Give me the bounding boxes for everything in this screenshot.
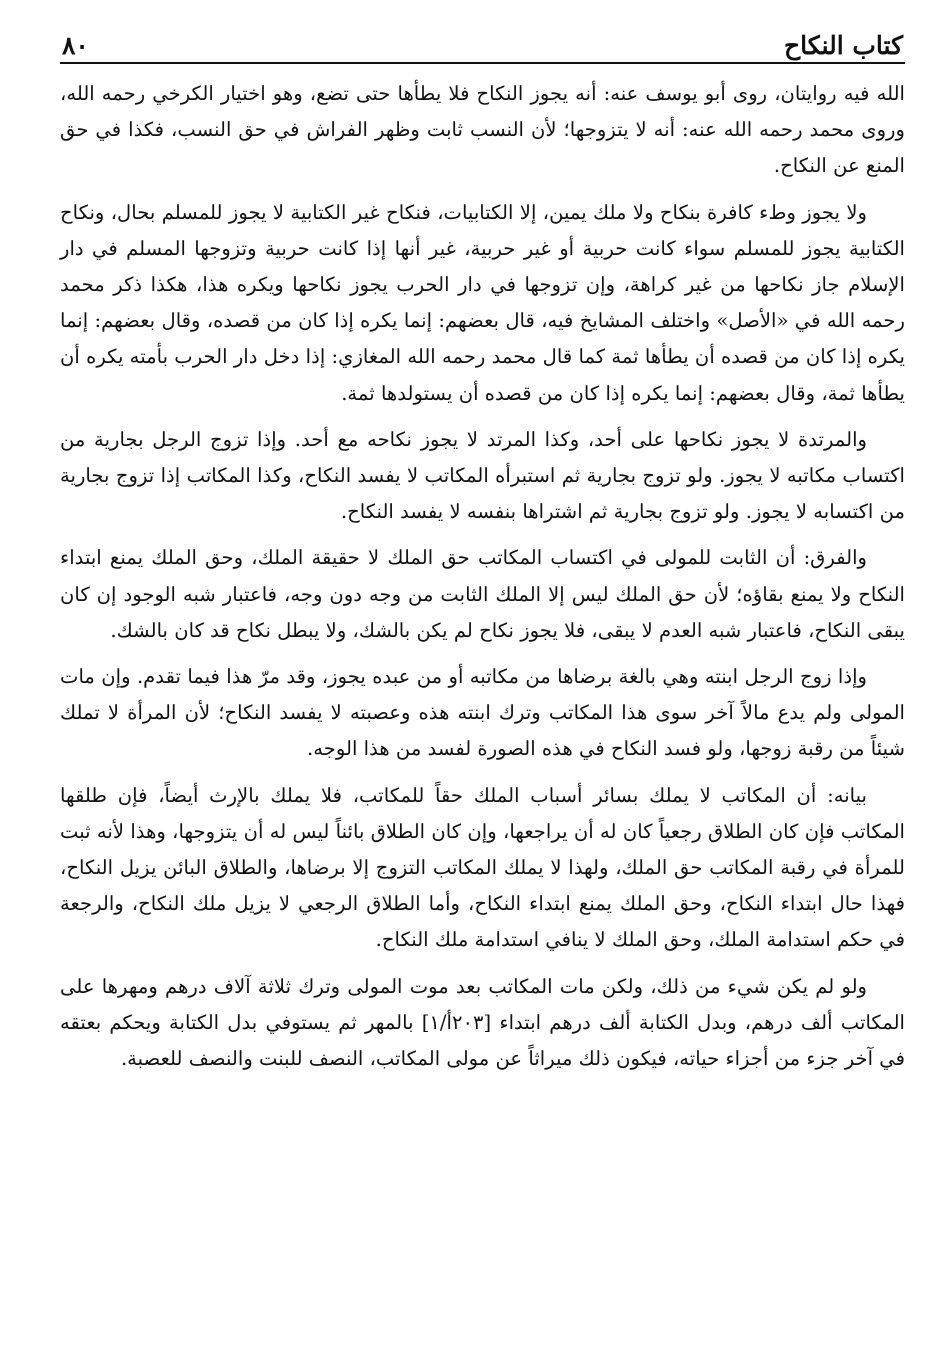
paragraph: والمرتدة لا يجوز نكاحها على أحد، وكذا المرتد لا يجوز نكاحه مع أحد. وإذا تزوج الرجل بجارية من اكتساب مكاتبه لا يجوز. ولو تزوج بجارية ثم استبرأه المكاتب لا يفسد النكاح، وكذا المكاتب إذا تزوج بجارية من اكتسابه لا يجوز. ولو تزوج بجارية ثم اشتراها بنفسه لا يفسد النكاح.: [60, 427, 905, 524]
paragraph: ولا يجوز وطء كافرة بنكاح ولا ملك يمين، إلا الكتابيات، فنكاح غير الكتابية لا يجوز للمسلم بحال، ونكاح الكتابية يجوز للمسلم سواء كانت حربية أو غير حربية، غير أنها إذا كانت حربية وتزوجها المسلم في دار الإسلام جاز نكاحها من غير كراهة، وإن تزوجها في دار الحرب يجوز نكاحها ويكره هذا، هكذا ذكر محمد رحمه الله في «الأصل» واختلف المشايخ فيه، قال بعضهم: إنما يكره إذا كان من قصده، وقال بعضهم: إنما يكره إذا كان من قصده أن يطأها ثمة كما قال محمد رحمه الله المغازي: إذا دخل دار الحرب بأمته يكره أن يطأها ثمة، وقال بعضهم: إنما يكره إذا كان من قصده أن يستولدها ثمة.: [60, 200, 905, 405]
running-title: كتاب النكاح: [784, 31, 903, 60]
paragraph: وإذا زوج الرجل ابنته وهي بالغة برضاها من مكاتبه أو من عبده يجوز، وقد مرّ هذا فيما تقدم. وإن مات المولى ولم يدع مالاً آخر سوى هذا المكاتب وترك ابنته هذه وعصبته لا يفسد النكاح؛ لأن المرأة لا تملك شيئاً من رقبة زوجها، ولو فسد النكاح في هذه الصورة لفسد من هذا الوجه.: [60, 665, 905, 761]
paragraph: والفرق: أن الثابت للمولى في اكتساب المكاتب حق الملك لا حقيقة الملك، وحق الملك يمنع ابتداء النكاح ولا يمنع بقاؤه؛ لأن حق الملك ليس إلا الملك الثابت من وجه دون وجه، فاعتبار شبه الوجود إن كان يبقى النكاح، فاعتبار شبه العدم لا يبقى، فلا يجوز نكاح لم يكن بالشك، ولا يبطل نكاح قد كان بالشك.: [60, 546, 905, 642]
paragraph: ولو لم يكن شيء من ذلك، ولكن مات المكاتب بعد موت المولى وترك ثلاثة آلاف درهم ومهرها على المكاتب ألف درهم، وبدل الكتابة ألف درهم ابتداء [٢٠٣أ/١] بالمهر ثم يستوفي بدل الكتابة ويحكم بعتقه في آخر جزء من أجزاء حياته، فيكون ذلك ميراثاً عن مولى المكاتب، النصف للبنت والنصف للعصبة.: [60, 974, 905, 1071]
paragraph: بيانه: أن المكاتب لا يملك بسائر أسباب الملك حقاً للمكاتب، فلا يملك بالإرث أيضاً، فإن طلقها المكاتب فإن كان الطلاق رجعياً كان له أن يراجعها، وإن كان الطلاق بائناً ليس له أن يتزوجها، وهذا لأنه ثبت للمرأة في رقبة المكاتب حق الملك، ولهذا لا يملك المكاتب التزوج إلا برضاها، والطلاق البائن يزيل النكاح، فهذا حال ابتداء النكاح، وحق الملك يمنع ابتداء النكاح، وأما الطلاق الرجعي لا يزيل ملك النكاح، والرجعة في حكم استدامة الملك، وحق الملك لا ينافي استدامة ملك النكاح.: [60, 783, 905, 952]
page-header: [60, 18, 905, 64]
paragraph: الله فيه روايتان، روى أبو يوسف عنه: أنه يجوز النكاح فلا يطأها حتى تضع، وهو اختيار الكرخي رحمه الله، وروى محمد رحمه الله عنه: أنه لا يتزوجها؛ لأن النسب ثابت وظهر الفراش في حق النسب، فكذا في حق المنع عن النكاح.: [60, 82, 905, 178]
book-page: [60, 18, 905, 1338]
body-text: [60, 76, 905, 1077]
page-number: ٨٠: [62, 31, 89, 60]
